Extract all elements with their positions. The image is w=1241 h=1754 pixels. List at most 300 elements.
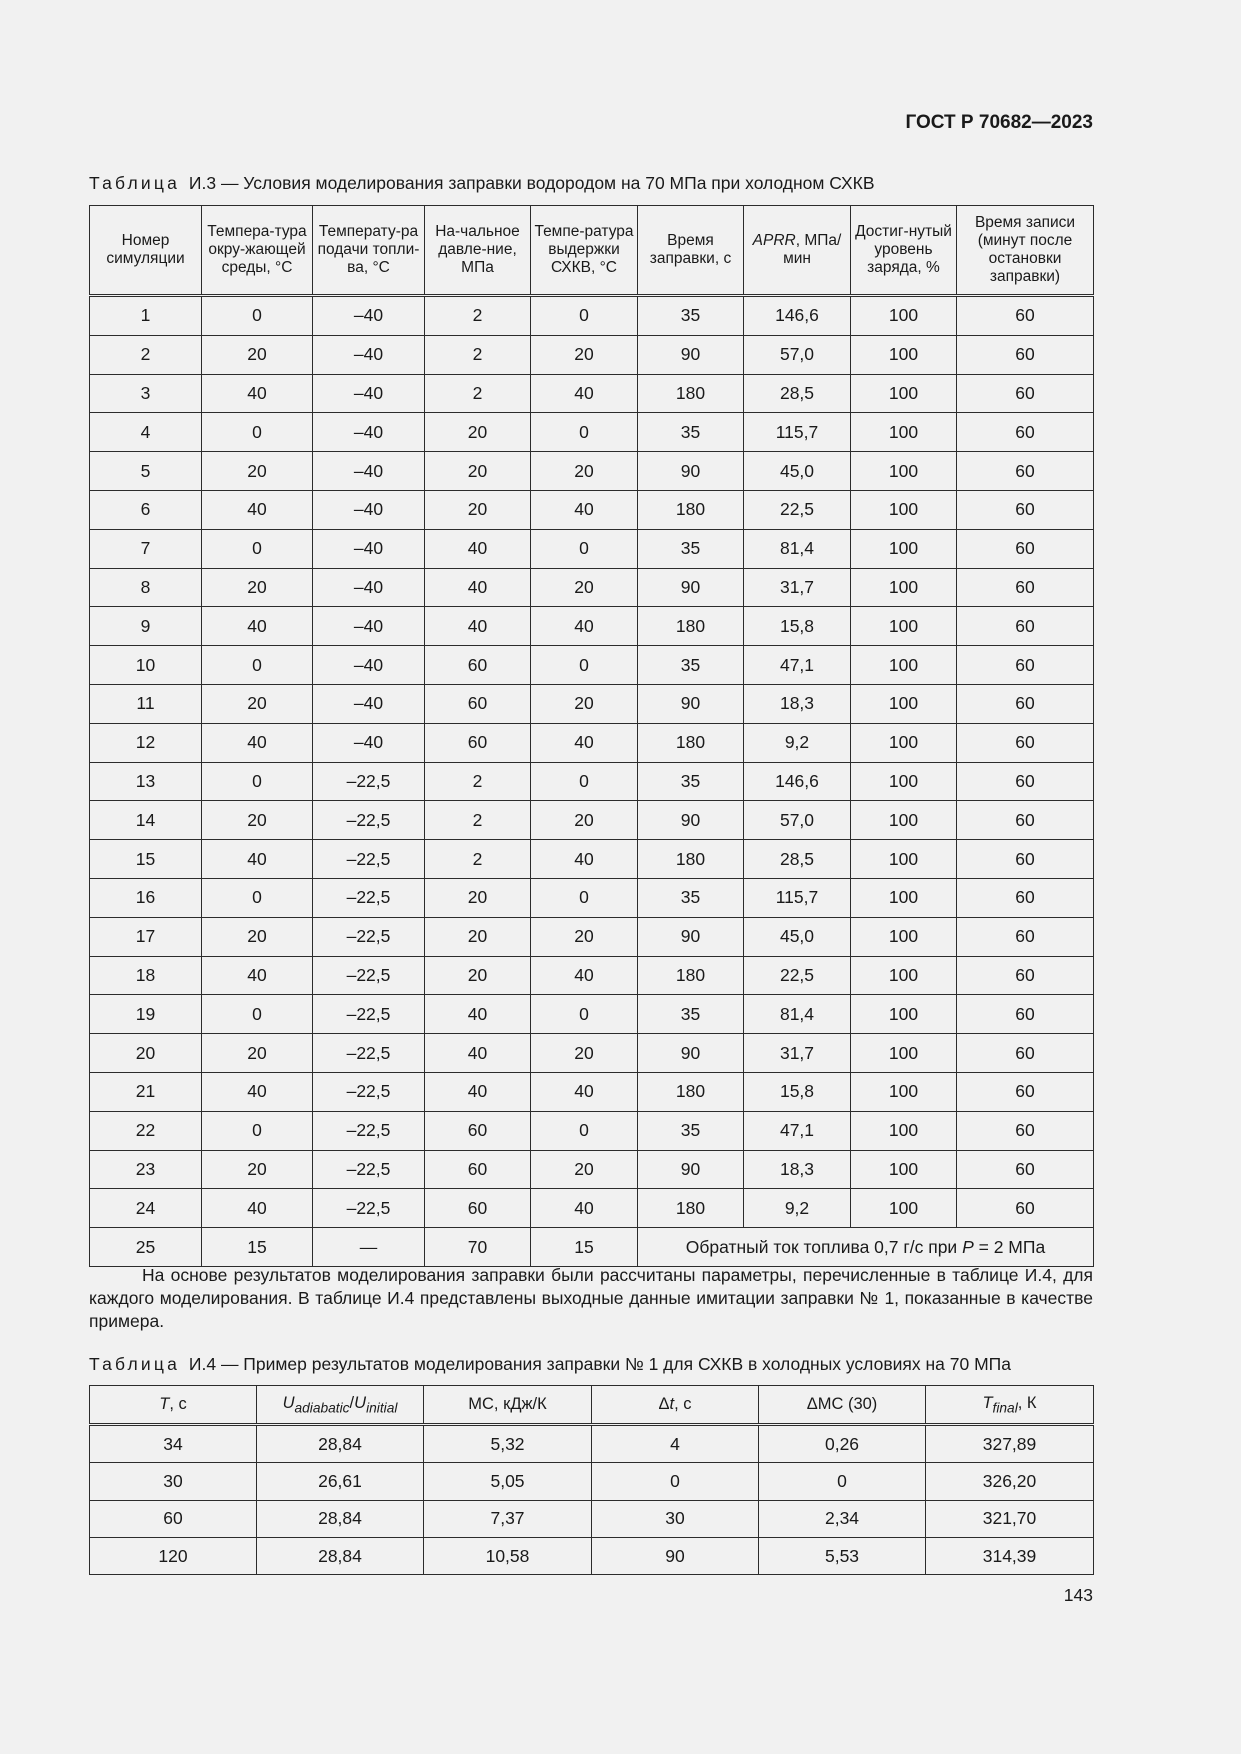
table-cell: 15 — [531, 1228, 638, 1267]
table-cell: 57,0 — [744, 335, 851, 374]
table-cell: 40 — [531, 374, 638, 413]
table-cell: –40 — [313, 335, 425, 374]
table-cell: 100 — [851, 607, 957, 646]
table-cell: 60 — [957, 723, 1094, 762]
table-cell: 14 — [90, 801, 202, 840]
table-cell: 40 — [425, 529, 531, 568]
table-cell: 20 — [90, 1034, 202, 1073]
table-cell: 60 — [957, 917, 1094, 956]
table-cell: 21 — [90, 1072, 202, 1111]
table-row — [90, 1150, 1094, 1189]
table-cell: 60 — [957, 607, 1094, 646]
table-cell: 40 — [202, 956, 313, 995]
table-cell: 13 — [90, 762, 202, 801]
table-cell: 0 — [202, 296, 313, 336]
table-cell: –22,5 — [313, 1150, 425, 1189]
table-cell: 60 — [957, 529, 1094, 568]
table-cell: 20 — [425, 917, 531, 956]
table-cell: 100 — [851, 452, 957, 491]
table-cell: 9,2 — [744, 723, 851, 762]
table-cell: 0 — [202, 1111, 313, 1150]
table-cell: –40 — [313, 723, 425, 762]
table-cell: –22,5 — [313, 1189, 425, 1228]
table-cell: 60 — [957, 995, 1094, 1034]
table-row — [90, 1425, 1094, 1463]
table-cell: 90 — [638, 1034, 744, 1073]
table-cell: 115,7 — [744, 413, 851, 452]
caption-label: Таблица — [89, 1354, 181, 1374]
table-cell: –22,5 — [313, 840, 425, 879]
table-cell: 9 — [90, 607, 202, 646]
caption-label: Таблица — [89, 173, 181, 193]
table-cell: 2 — [425, 762, 531, 801]
table-cell: 100 — [851, 413, 957, 452]
table-cell: 146,6 — [744, 296, 851, 336]
table-3 — [89, 205, 1094, 1267]
table-cell: 180 — [638, 840, 744, 879]
table-cell: 327,89 — [926, 1425, 1094, 1463]
table-cell: 20 — [425, 956, 531, 995]
table-cell: — — [313, 1228, 425, 1267]
table-cell: 60 — [957, 413, 1094, 452]
table-cell: –40 — [313, 529, 425, 568]
table-cell: 45,0 — [744, 452, 851, 491]
table-cell: 146,6 — [744, 762, 851, 801]
table-cell: 100 — [851, 840, 957, 879]
table-cell: –40 — [313, 374, 425, 413]
table-cell: 9,2 — [744, 1189, 851, 1228]
header-cell: T, с — [90, 1386, 257, 1425]
table-cell: 0 — [531, 878, 638, 917]
table-cell: 100 — [851, 335, 957, 374]
header-cell: Темпера-тура окру-жающей среды, °С — [202, 206, 313, 296]
header-cell: $U_{adiabatic}/U_{initial}$ — [257, 1386, 424, 1425]
table-cell: 28,5 — [744, 840, 851, 879]
table-cell: 90 — [638, 452, 744, 491]
table-cell: –22,5 — [313, 1111, 425, 1150]
backflow-note-cell: Обратный ток топлива 0,7 г/с при P = 2 МПа — [638, 1228, 1094, 1267]
table-cell: 40 — [425, 1072, 531, 1111]
table-cell: 0 — [531, 995, 638, 1034]
table-cell: 60 — [957, 762, 1094, 801]
table-row — [90, 878, 1094, 917]
table-cell: 40 — [531, 607, 638, 646]
caption-text: И.3 — Условия моделирования заправки водородом на 70 МПа при холодном СХКВ — [188, 173, 875, 193]
table-cell: 12 — [90, 723, 202, 762]
table-cell: 60 — [957, 646, 1094, 685]
table-cell: 15,8 — [744, 607, 851, 646]
table-cell: 0 — [531, 1111, 638, 1150]
table-cell: 20 — [531, 452, 638, 491]
table-3-caption — [89, 173, 875, 194]
table-cell: 90 — [638, 684, 744, 723]
table-cell: 0 — [531, 646, 638, 685]
table-cell: 35 — [638, 762, 744, 801]
table-row — [90, 801, 1094, 840]
table-cell: –40 — [313, 684, 425, 723]
table-3-header-row — [90, 206, 1094, 296]
table-cell: 60 — [957, 1111, 1094, 1150]
table-cell: 5 — [90, 452, 202, 491]
table-cell: 17 — [90, 917, 202, 956]
table-cell: 20 — [202, 1150, 313, 1189]
table-cell: 40 — [425, 568, 531, 607]
header-cell: Темпе-ратура выдержки СХКВ, °С — [531, 206, 638, 296]
table-cell: 35 — [638, 646, 744, 685]
table-cell: 20 — [202, 917, 313, 956]
table-cell: 20 — [425, 413, 531, 452]
header-cell: Δt, с — [592, 1386, 759, 1425]
table-cell: 180 — [638, 374, 744, 413]
table-cell: 60 — [957, 568, 1094, 607]
header-cell: Время записи (минут после остановки заправки) — [957, 206, 1094, 296]
table-cell: 90 — [638, 1150, 744, 1189]
table-row — [90, 723, 1094, 762]
table-cell: 90 — [638, 568, 744, 607]
table-cell: 5,05 — [424, 1463, 592, 1500]
table-cell: 4 — [90, 413, 202, 452]
table-row — [90, 1537, 1094, 1574]
table-row — [90, 529, 1094, 568]
table-cell: 0 — [531, 529, 638, 568]
table-cell: 0 — [531, 296, 638, 336]
table-row — [90, 1072, 1094, 1111]
table-cell: –22,5 — [313, 1072, 425, 1111]
table-cell: 26,61 — [257, 1463, 424, 1500]
table-cell: 28,84 — [257, 1500, 424, 1537]
table-cell: 40 — [425, 607, 531, 646]
table-row — [90, 840, 1094, 879]
table-cell: 100 — [851, 646, 957, 685]
table-cell: 60 — [957, 490, 1094, 529]
table-cell: –40 — [313, 452, 425, 491]
table-row — [90, 296, 1094, 336]
table-cell: 120 — [90, 1537, 257, 1574]
table-cell: 20 — [202, 801, 313, 840]
table-cell: 60 — [957, 684, 1094, 723]
table-cell: 20 — [425, 490, 531, 529]
table-cell: 40 — [531, 1072, 638, 1111]
table-cell: 180 — [638, 490, 744, 529]
table-cell: 90 — [638, 917, 744, 956]
table-cell: 100 — [851, 762, 957, 801]
table-cell: 0 — [759, 1463, 926, 1500]
table-cell: 90 — [638, 335, 744, 374]
table-cell: 18,3 — [744, 684, 851, 723]
table-cell: 20 — [425, 452, 531, 491]
table-cell: 20 — [531, 335, 638, 374]
header-cell: Время заправки, с — [638, 206, 744, 296]
caption-text: И.4 — Пример результатов моделирования заправки № 1 для СХКВ в холодных условиях на 70 МПа — [188, 1354, 1011, 1374]
table-cell: 34 — [90, 1425, 257, 1463]
table-cell: 15 — [202, 1228, 313, 1267]
header-cell: Достиг-нутый уровень заряда, % — [851, 206, 957, 296]
table-cell: 22,5 — [744, 956, 851, 995]
table-cell: –22,5 — [313, 917, 425, 956]
table-cell: 60 — [957, 374, 1094, 413]
table-cell: 81,4 — [744, 529, 851, 568]
table-cell: 28,84 — [257, 1537, 424, 1574]
table-cell: 60 — [425, 723, 531, 762]
table-row — [90, 1111, 1094, 1150]
table-cell: 7,37 — [424, 1500, 592, 1537]
table-cell: 0 — [202, 646, 313, 685]
table-cell: 60 — [957, 452, 1094, 491]
table-cell: 10,58 — [424, 1537, 592, 1574]
table-cell: 18,3 — [744, 1150, 851, 1189]
table-row — [90, 1034, 1094, 1073]
table-cell: 180 — [638, 1189, 744, 1228]
table-row — [90, 568, 1094, 607]
table-cell: 0 — [202, 995, 313, 1034]
table-cell: 321,70 — [926, 1500, 1094, 1537]
table-cell: –22,5 — [313, 762, 425, 801]
table-cell: –22,5 — [313, 956, 425, 995]
table-cell: 100 — [851, 956, 957, 995]
header-cell: ΔMC (30) — [759, 1386, 926, 1425]
table-cell: 90 — [592, 1537, 759, 1574]
table-cell: 28,84 — [257, 1425, 424, 1463]
table-cell: 100 — [851, 684, 957, 723]
table-cell: 0 — [592, 1463, 759, 1500]
table-row — [90, 1500, 1094, 1537]
table-cell: 20 — [202, 568, 313, 607]
table-cell: 35 — [638, 529, 744, 568]
table-cell: 60 — [957, 801, 1094, 840]
table-cell: 60 — [957, 840, 1094, 879]
table-row — [90, 452, 1094, 491]
table-cell: 81,4 — [744, 995, 851, 1034]
table-cell: 40 — [425, 995, 531, 1034]
table-cell: 40 — [531, 840, 638, 879]
table-cell: –40 — [313, 568, 425, 607]
table-cell: 23 — [90, 1150, 202, 1189]
table-cell: 100 — [851, 1189, 957, 1228]
table-row — [90, 607, 1094, 646]
table-cell: 18 — [90, 956, 202, 995]
table-cell: 1 — [90, 296, 202, 336]
table-cell: 0 — [531, 762, 638, 801]
table-cell: 20 — [531, 801, 638, 840]
table-row — [90, 762, 1094, 801]
table-cell: 30 — [90, 1463, 257, 1500]
table-cell: 100 — [851, 1072, 957, 1111]
table-cell: 60 — [957, 878, 1094, 917]
table-cell: 60 — [957, 956, 1094, 995]
table-cell: 0 — [202, 529, 313, 568]
table-cell: 40 — [531, 956, 638, 995]
table-cell: 31,7 — [744, 1034, 851, 1073]
table-cell: 31,7 — [744, 568, 851, 607]
table-cell: 100 — [851, 878, 957, 917]
table-row — [90, 956, 1094, 995]
table-4-caption — [89, 1354, 1011, 1375]
table-4 — [89, 1385, 1094, 1575]
table-cell: 115,7 — [744, 878, 851, 917]
table-cell: 40 — [202, 840, 313, 879]
table-cell: 47,1 — [744, 646, 851, 685]
paragraph-text: На основе результатов моделирования заправки были рассчитаны параметры, перечисленные в таблице И.4, для каждого моделирования. В таблице И.4 представлены выходные данные имитации заправки № 1, показанные в качестве примера. — [89, 1265, 1093, 1331]
table-cell: 40 — [202, 607, 313, 646]
table-cell: 60 — [957, 335, 1094, 374]
table-cell: 57,0 — [744, 801, 851, 840]
table-cell: 20 — [202, 1034, 313, 1073]
table-cell: –40 — [313, 490, 425, 529]
table-cell: 15,8 — [744, 1072, 851, 1111]
table-cell: 30 — [592, 1500, 759, 1537]
table-cell: 20 — [531, 1034, 638, 1073]
table-cell: 2 — [425, 801, 531, 840]
table-cell: 22 — [90, 1111, 202, 1150]
table-cell: 20 — [531, 917, 638, 956]
table-cell: 15 — [90, 840, 202, 879]
table-cell: 20 — [531, 1150, 638, 1189]
table-cell: 2 — [90, 335, 202, 374]
table-row — [90, 490, 1094, 529]
table-cell: 20 — [202, 335, 313, 374]
table-cell: –40 — [313, 413, 425, 452]
header-cell: На-чальное давле-ние, МПа — [425, 206, 531, 296]
table-cell: 20 — [531, 568, 638, 607]
page-number: 143 — [1063, 1585, 1093, 1605]
table-row — [90, 684, 1094, 723]
table-cell: 100 — [851, 917, 957, 956]
table-row — [90, 917, 1094, 956]
header-cell: $T_{final}$, К — [926, 1386, 1094, 1425]
table-cell: 60 — [425, 684, 531, 723]
table-cell: 314,39 — [926, 1537, 1094, 1574]
table-cell: –40 — [313, 607, 425, 646]
table-cell: 100 — [851, 801, 957, 840]
table-cell: 0 — [202, 878, 313, 917]
table-cell: 70 — [425, 1228, 531, 1267]
table-cell: 60 — [957, 296, 1094, 336]
table-row — [90, 374, 1094, 413]
table-row — [90, 995, 1094, 1034]
table-cell: 40 — [202, 1189, 313, 1228]
table-cell: 5,32 — [424, 1425, 592, 1463]
table-cell: 40 — [202, 1072, 313, 1111]
table-cell: 24 — [90, 1189, 202, 1228]
table-cell: 3 — [90, 374, 202, 413]
table-cell: 60 — [425, 1189, 531, 1228]
table-cell: 60 — [90, 1500, 257, 1537]
table-cell: 100 — [851, 1034, 957, 1073]
table-cell: 100 — [851, 1150, 957, 1189]
table-cell: –22,5 — [313, 1034, 425, 1073]
table-cell: 40 — [531, 490, 638, 529]
table-cell: 16 — [90, 878, 202, 917]
table-cell: 0 — [202, 762, 313, 801]
table-row — [90, 413, 1094, 452]
table-cell: 5,53 — [759, 1537, 926, 1574]
table-cell: 25 — [90, 1228, 202, 1267]
table-cell: 6 — [90, 490, 202, 529]
table-cell: 35 — [638, 296, 744, 336]
table-cell: 20 — [202, 452, 313, 491]
table-cell: 19 — [90, 995, 202, 1034]
table-cell: 100 — [851, 374, 957, 413]
header-cell: MC, кДж/К — [424, 1386, 592, 1425]
table-cell: –22,5 — [313, 878, 425, 917]
table-cell: 100 — [851, 723, 957, 762]
table-cell: 180 — [638, 956, 744, 995]
table-cell: 326,20 — [926, 1463, 1094, 1500]
table-cell: 10 — [90, 646, 202, 685]
table-cell: 0 — [202, 413, 313, 452]
table-cell: 20 — [425, 878, 531, 917]
table-cell: 180 — [638, 723, 744, 762]
table-cell: 35 — [638, 413, 744, 452]
table-cell: 100 — [851, 490, 957, 529]
table-cell: –22,5 — [313, 995, 425, 1034]
table-cell: 40 — [531, 723, 638, 762]
table-cell: –40 — [313, 646, 425, 685]
table-cell: 11 — [90, 684, 202, 723]
table-cell: 22,5 — [744, 490, 851, 529]
table-cell: 40 — [531, 1189, 638, 1228]
table-cell: 45,0 — [744, 917, 851, 956]
table-cell: 4 — [592, 1425, 759, 1463]
table-cell: 47,1 — [744, 1111, 851, 1150]
header-cell: APRR, МПа/мин — [744, 206, 851, 296]
table-cell: 0 — [531, 413, 638, 452]
table-row — [90, 1189, 1094, 1228]
table-cell: 35 — [638, 995, 744, 1034]
table-row — [90, 646, 1094, 685]
table-cell: 2 — [425, 296, 531, 336]
table-cell: –22,5 — [313, 801, 425, 840]
table-cell: 60 — [425, 646, 531, 685]
table-cell: 40 — [202, 723, 313, 762]
table-cell: 7 — [90, 529, 202, 568]
table-cell: 60 — [957, 1189, 1094, 1228]
table-cell: 60 — [425, 1111, 531, 1150]
table-cell: 40 — [425, 1034, 531, 1073]
table-cell: 8 — [90, 568, 202, 607]
table-cell: 2 — [425, 840, 531, 879]
table-cell: 0,26 — [759, 1425, 926, 1463]
table-cell: 100 — [851, 529, 957, 568]
table-cell: 35 — [638, 1111, 744, 1150]
table-cell: 100 — [851, 995, 957, 1034]
table-cell: 60 — [957, 1072, 1094, 1111]
header-cell: Номер симуляции — [90, 206, 202, 296]
table-cell: 60 — [425, 1150, 531, 1189]
table-row — [90, 1463, 1094, 1500]
table-4-header-row — [90, 1386, 1094, 1425]
table-cell: 20 — [531, 684, 638, 723]
table-cell: 180 — [638, 1072, 744, 1111]
standard-code: ГОСТ Р 70682—2023 — [905, 112, 1093, 133]
table-cell: 60 — [957, 1034, 1094, 1073]
table-cell: 2 — [425, 335, 531, 374]
table-cell: 35 — [638, 878, 744, 917]
table-cell: 2 — [425, 374, 531, 413]
table-cell: –40 — [313, 296, 425, 336]
table-cell: 90 — [638, 801, 744, 840]
table-row — [90, 1228, 1094, 1267]
header-cell: Температу-ра подачи топли-ва, °С — [313, 206, 425, 296]
body-paragraph — [89, 1264, 1093, 1333]
table-cell: 180 — [638, 607, 744, 646]
table-row — [90, 335, 1094, 374]
table-cell: 28,5 — [744, 374, 851, 413]
table-cell: 2,34 — [759, 1500, 926, 1537]
table-cell: 40 — [202, 490, 313, 529]
table-cell: 60 — [957, 1150, 1094, 1189]
table-cell: 100 — [851, 1111, 957, 1150]
